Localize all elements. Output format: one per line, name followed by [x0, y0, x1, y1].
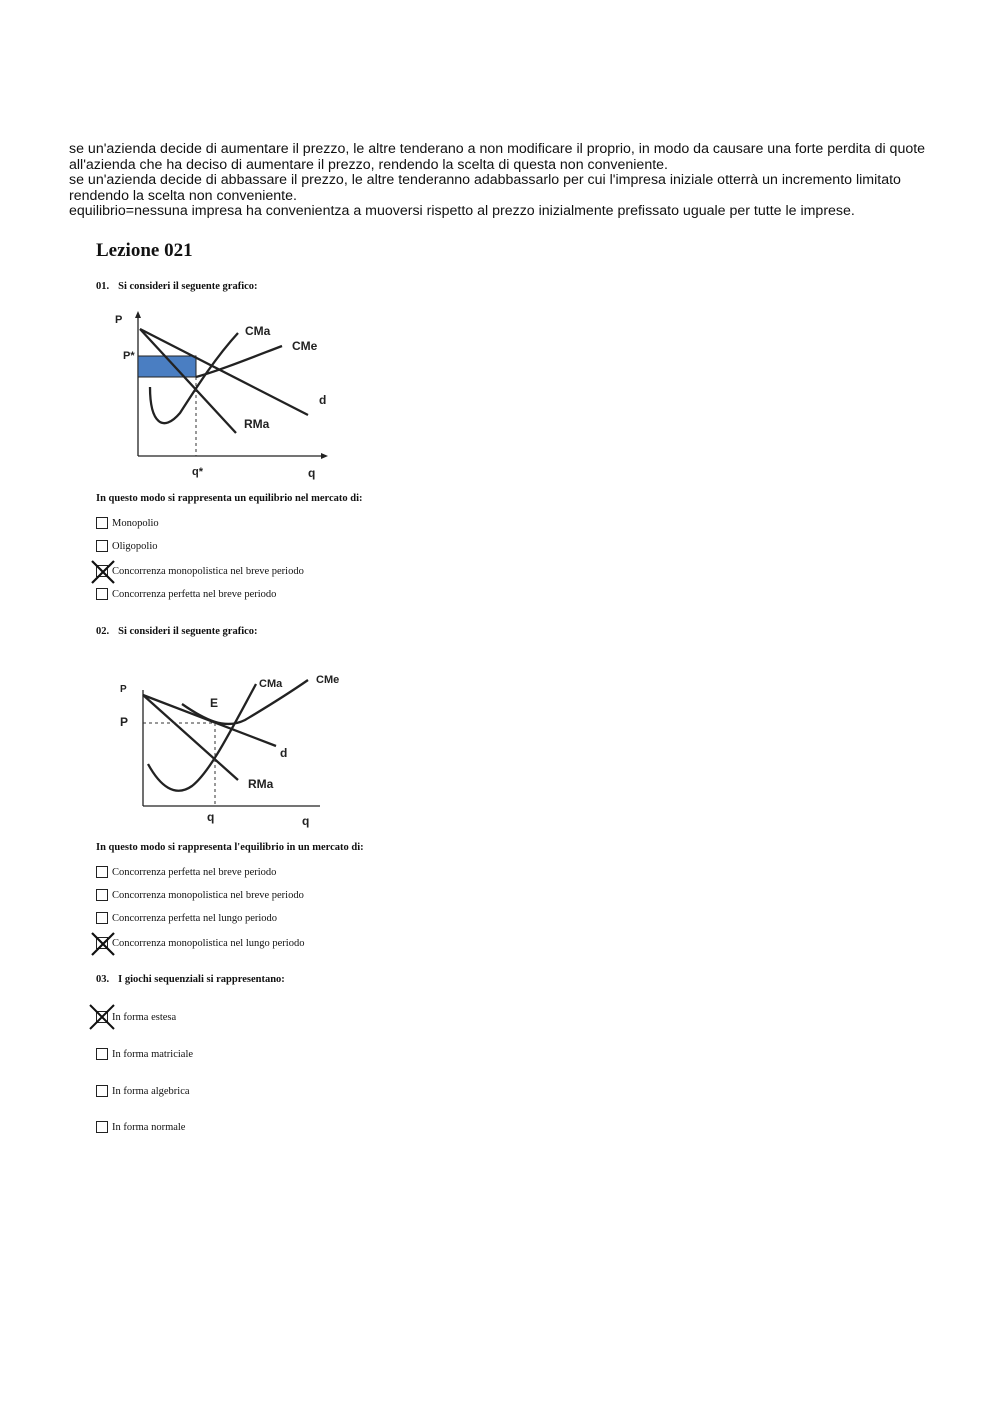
- answer-option[interactable]: [96, 865, 276, 879]
- label-rma: RMa: [248, 777, 274, 791]
- option-label: Monopolio: [112, 517, 159, 529]
- label-cme: CMe: [292, 339, 318, 353]
- option-label: Concorrenza perfetta nel lungo periodo: [112, 912, 278, 924]
- label-d: d: [280, 746, 288, 760]
- option-label: In forma algebrica: [112, 1085, 190, 1097]
- question-number: 03.: [96, 974, 110, 985]
- economics-graph-1: [108, 305, 358, 485]
- question-prompt-text: Si consideri il seguente grafico:: [118, 281, 258, 292]
- question-text: In questo modo si rappresenta l'equilibrio in un mercato di:: [96, 842, 364, 853]
- checkbox[interactable]: [96, 1121, 108, 1133]
- answer-option[interactable]: [96, 1047, 193, 1061]
- checkbox-checked[interactable]: [96, 1011, 108, 1023]
- answer-option[interactable]: [96, 587, 276, 601]
- question-prompt: [96, 626, 258, 637]
- checkbox[interactable]: [96, 1048, 108, 1060]
- question-number: 02.: [96, 626, 110, 637]
- checkbox[interactable]: [96, 588, 108, 600]
- label-q: q: [302, 814, 310, 828]
- label-p: P: [120, 684, 127, 695]
- option-label: Oligopolio: [112, 540, 158, 552]
- answer-option[interactable]: [96, 911, 277, 925]
- answer-option[interactable]: [96, 516, 159, 530]
- label-cme: CMe: [316, 674, 340, 686]
- label-q: q: [308, 466, 316, 480]
- label-q-star: q*: [192, 466, 203, 478]
- graph-1-svg: [108, 305, 358, 485]
- answer-option[interactable]: [96, 1010, 176, 1024]
- lesson-title: Lezione 021: [96, 240, 193, 261]
- marginal-revenue-curve: [143, 695, 238, 780]
- question-number: 01.: [96, 281, 110, 292]
- average-cost-curve: [196, 346, 282, 377]
- label-d: d: [319, 393, 327, 407]
- marginal-cost-curve: [148, 684, 256, 791]
- cross-mark-icon: [90, 559, 116, 585]
- answer-option[interactable]: [96, 1120, 185, 1134]
- label-rma: RMa: [244, 417, 270, 431]
- answer-option[interactable]: [96, 1084, 190, 1098]
- option-label: Concorrenza monopolistica nel breve periodo: [112, 889, 304, 901]
- economics-graph-2: [110, 660, 360, 832]
- question-prompt-text: Si consideri il seguente grafico:: [118, 626, 258, 637]
- label-e: E: [210, 696, 219, 710]
- option-label: Concorrenza perfetta nel breve periodo: [112, 588, 277, 600]
- graph-2-svg: [110, 660, 360, 832]
- intro-line: se un'azienda decide di aumentare il prezzo, le altre tenderano a non modificare il proprio, in modo da causare una forte perdita di quote all'azienda che ha deciso di aumentare il prezzo, rendendo la scelta di questa non conveniente.: [69, 141, 926, 173]
- checkbox[interactable]: [96, 866, 108, 878]
- checkbox-checked[interactable]: [96, 937, 108, 949]
- marginal-cost-curve: [150, 333, 238, 423]
- option-label: Concorrenza monopolistica nel breve periodo: [112, 565, 304, 577]
- question-prompt-text: I giochi sequenziali si rappresentano:: [118, 974, 285, 985]
- label-q-eq: q: [207, 810, 215, 824]
- option-label: In forma estesa: [112, 1011, 177, 1023]
- cross-mark-icon: [90, 1005, 116, 1031]
- answer-option[interactable]: [96, 564, 304, 578]
- question-text: In questo modo si rappresenta un equilibrio nel mercato di:: [96, 493, 363, 504]
- answer-option[interactable]: [96, 936, 304, 950]
- intro-text: [69, 142, 939, 220]
- label-cma: CMa: [259, 678, 283, 690]
- answer-option[interactable]: [96, 539, 158, 553]
- checkbox[interactable]: [96, 889, 108, 901]
- checkbox-checked[interactable]: [96, 565, 108, 577]
- option-label: In forma normale: [112, 1121, 186, 1133]
- y-axis-arrow: [135, 311, 141, 318]
- option-label: Concorrenza monopolistica nel lungo periodo: [112, 937, 305, 949]
- checkbox[interactable]: [96, 912, 108, 924]
- intro-line: se un'azienda decide di abbassare il prezzo, le altre tenderanno adabbassarlo per cui l'impresa iniziale otterrà un incremento limitato rendendo la scelta non conveniente.: [69, 172, 901, 204]
- x-axis-arrow: [321, 453, 328, 459]
- checkbox[interactable]: [96, 517, 108, 529]
- checkbox[interactable]: [96, 540, 108, 552]
- checkbox[interactable]: [96, 1085, 108, 1097]
- cross-mark-icon: [90, 931, 116, 957]
- label-cma: CMa: [245, 324, 271, 338]
- option-label: In forma matriciale: [112, 1048, 194, 1060]
- label-p: P: [115, 314, 123, 326]
- label-p-eq: P: [120, 715, 129, 729]
- answer-option[interactable]: [96, 888, 304, 902]
- label-p-star: P*: [123, 350, 135, 362]
- question-prompt: [96, 281, 258, 292]
- intro-line: equilibrio=nessuna impresa ha convenientza a muoversi rispetto al prezzo inizialmente prefissato uguale per tutte le imprese.: [69, 203, 855, 220]
- question-prompt: [96, 974, 285, 985]
- option-label: Concorrenza perfetta nel breve periodo: [112, 866, 277, 878]
